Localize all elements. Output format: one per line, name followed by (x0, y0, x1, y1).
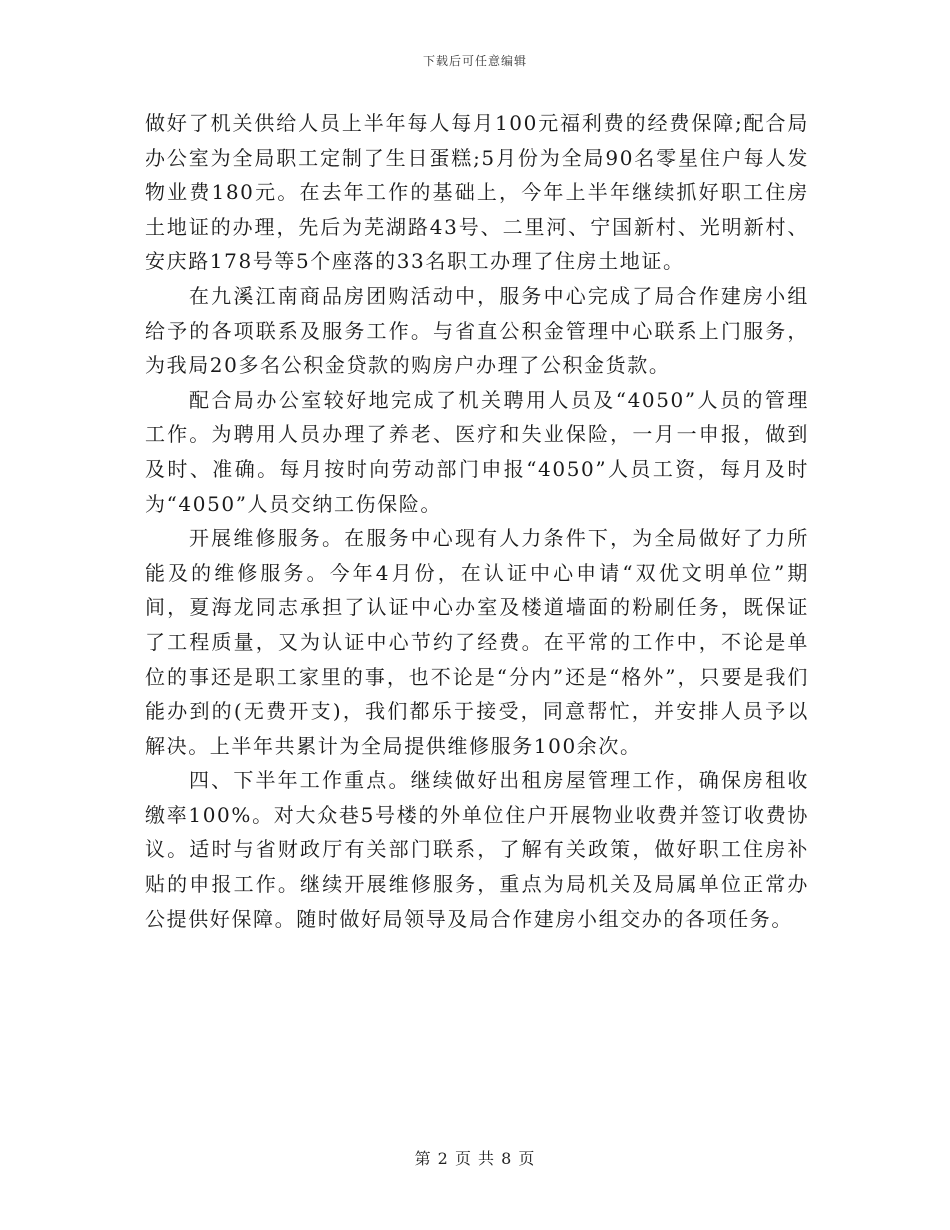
paragraph-welfare-housing: 做好了机关供给人员上半年每人每月100元福利费的经费保障;配合局办公室为全局职工定制了生日蛋糕;5月份为全局90名零星住户每人发物业费180元。在去年工作的基础上，今年上半年继续抓好职工住房土地证的办理，先后为芜湖路43号、二里河、宁国新村、光明新村、安庆路178号等5个座落的33名职工办理了住房土地证。 (145, 111, 809, 274)
page-header: 下载后可任意编辑 (422, 54, 527, 68)
paragraph-maintenance-service: 开展维修服务。在服务中心现有人力条件下，为全局做好了力所能及的维修服务。今年4月份，在认证中心申请“双优文明单位”期间，夏海龙同志承担了认证中心办室及楼道墙面的粉刷任务，既保证了工程质量，又为认证中心节约了经费。在平常的工作中，不论是单位的事还是职工家里的事，也不论是“分内”还是“格外”，只要是我们能办到的(无费开支)，我们都乐于接受，同意帮忙，并安排人员予以解决。上半年共累计为全局提供维修服务100余次。 (145, 526, 809, 758)
document-body (145, 106, 809, 936)
paragraph-group-purchase: 在九溪江南商品房团购活动中，服务中心完成了局合作建房小组给予的各项联系及服务工作。与省直公积金管理中心联系上门服务，为我局20多名公积金贷款的购房户办理了公积金货款。 (145, 283, 809, 378)
page-number-footer: 第 2 页 共 8 页 (414, 1149, 536, 1168)
paragraph-personnel-management: 配合局办公室较好地完成了机关聘用人员及“4050”人员的管理工作。为聘用人员办理了养老、医疗和失业保险，一月一申报，做到及时、准确。每月按时向劳动部门申报“4050”人员工资，每月及时为“4050”人员交纳工伤保险。 (145, 387, 809, 516)
paragraph-second-half-priorities: 四、下半年工作重点。继续做好出租房屋管理工作，确保房租收缴率100%。对大众巷5号楼的外单位住户开展物业收费并签订收费协议。适时与省财政厅有关部门联系，了解有关政策，做好职工住房补贴的申报工作。继续开展维修服务，重点为局机关及局属单位正常办公提供好保障。随时做好局领导及局合作建房小组交办的各项任务。 (145, 768, 809, 931)
